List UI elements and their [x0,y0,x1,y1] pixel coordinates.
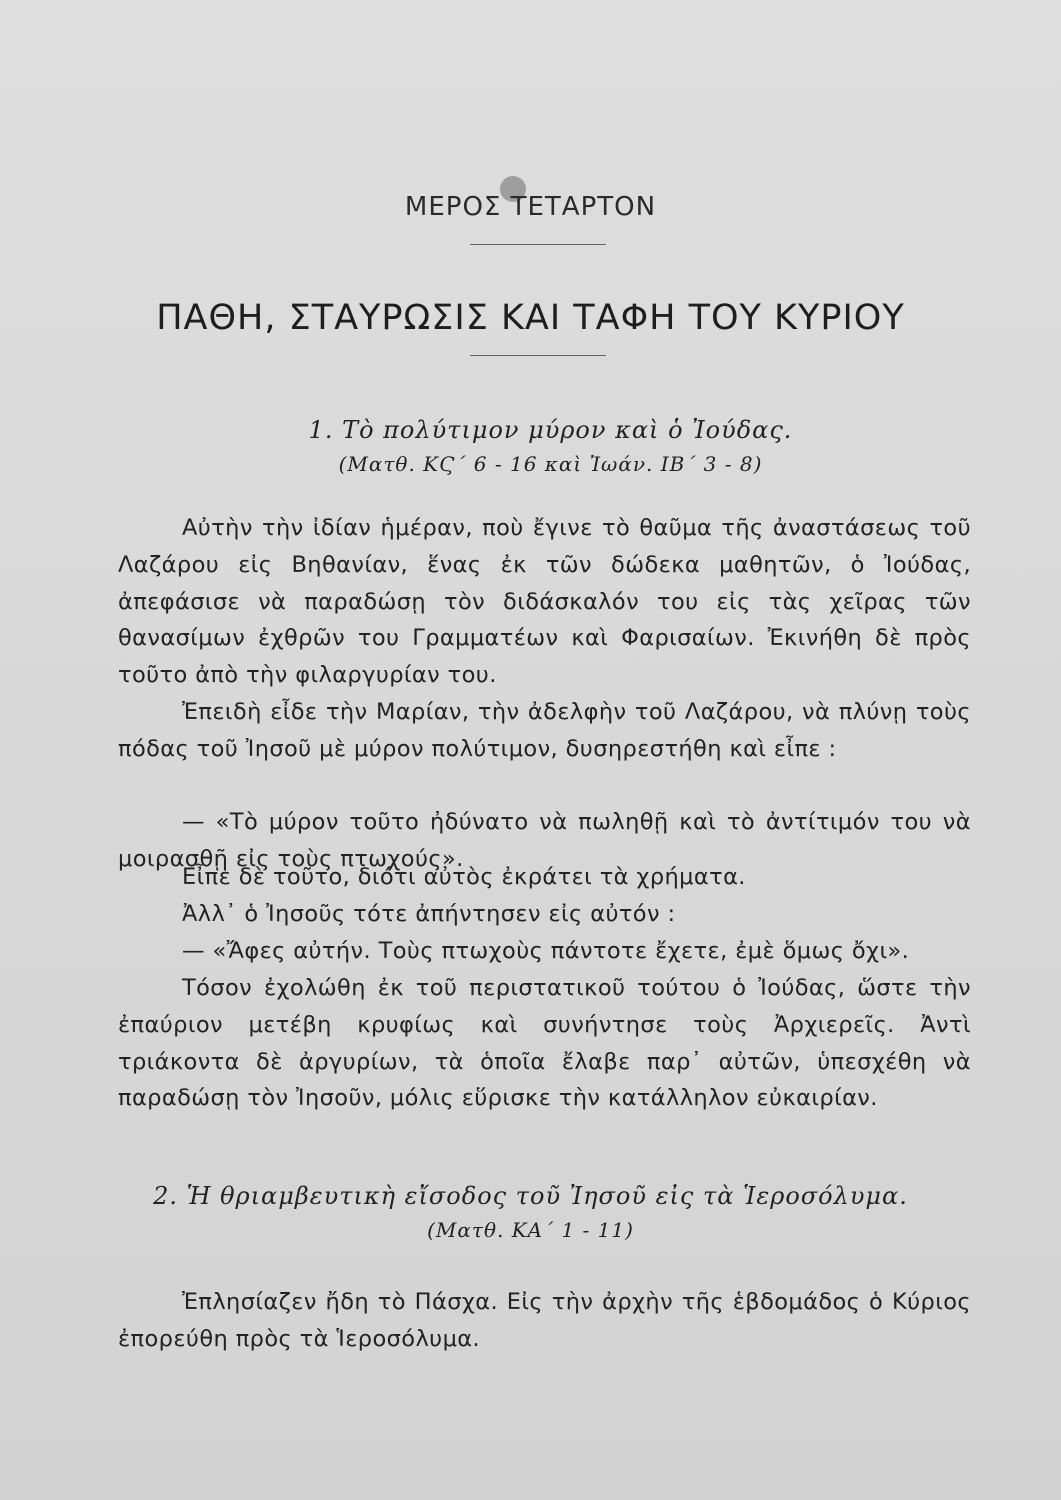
divider-top [470,244,606,245]
divider-bottom [470,355,606,356]
section1-quote-judas: — «Τὸ μύρον τοῦτο ἠδύνατο νὰ πωληθῇ καὶ τὸ ἀντίτιμόν του νὰ μοιρασθῇ εἰς τοὺς πτωχούς». [118,809,971,872]
section2-reference: (Ματθ. ΚΑ΄ 1 - 11) [427,1218,634,1242]
section1-quote-jesus: — «Ἄφες αὐτήν. Τοὺς πτωχοὺς πάντοτε ἔχετε, ἐμὲ ὅμως ὄχι». [182,938,910,964]
section1-paragraph-3: Εἶπε δὲ τοῦτο, διότι αὐτὸς ἐκράτει τὰ χρήματα. [182,864,746,890]
section1-paragraph-4: Ἀλλ᾽ ὁ Ἰησοῦς τότε ἀπήντησεν εἰς αὐτόν : [182,901,676,927]
part-title: ΜΕΡΟΣ ΤΕΤΑΡΤΟΝ [404,192,657,222]
section1-paragraph-2: Ἐπειδὴ εἶδε τὴν Μαρίαν, τὴν ἀδελφὴν τοῦ Λαζάρου, νὰ πλύνῃ τοὺς πόδας τοῦ Ἰησοῦ μὲ μύρον πολύτιμον, δυσηρεστήθη καὶ εἶπε : [118,699,971,762]
section2-heading: 2. Ἡ θριαμβευτικὴ εἴσοδος τοῦ Ἰησοῦ εἰς τὰ Ἱεροσόλυμα. [153,1182,908,1210]
section1-paragraph-5: Τόσον ἐχολώθη ἐκ τοῦ περιστατικοῦ τούτου ὁ Ἰούδας, ὥστε τὴν ἐπαύριον μετέβη κρυφίως καὶ συνήντησε τοὺς Ἀρχιερεῖς. Ἀντὶ τριάκοντα δὲ ἀργυρίων, τὰ ὁποῖα ἔλαβε παρ᾽ αὐτῶν, ὑπεσχέθη νὰ παραδώσῃ τὸν Ἰησοῦν, μόλις εὕρισκε τὴν κατάλληλον εὐκαιρίαν. [118,975,971,1112]
section1-reference: (Ματθ. ΚϚ΄ 6 - 16 καὶ Ἰωάν. ΙΒ΄ 3 - 8) [338,452,763,476]
main-title: ΠΑΘΗ, ΣΤΑΥΡΩΣΙΣ ΚΑΙ ΤΑΦΗ ΤΟΥ ΚΥΡΙΟΥ [156,298,905,338]
section1-heading: 1. Τὸ πολύτιμον μύρον καὶ ὁ Ἰούδας. [308,416,793,444]
section1-paragraph-1: Αὐτὴν τὴν ἰδίαν ἡμέραν, ποὺ ἔγινε τὸ θαῦμα τῆς ἀναστάσεως τοῦ Λαζάρου εἰς Βηθανίαν, ἕνας ἐκ τῶν δώδεκα μαθητῶν, ὁ Ἰούδας, ἀπεφάσισε νὰ παραδώσῃ τὸν διδάσκαλόν του εἰς τὰς χεῖρας τῶν θανασίμων ἐχθρῶν του Γραμματέων καὶ Φαρισαίων. Ἐκινήθη δὲ πρὸς τοῦτο ἀπὸ τὴν φιλαργυρίαν του. [118,515,971,689]
section2-paragraph-1: Ἐπλησίαζεν ἤδη τὸ Πάσχα. Εἰς τὴν ἀρχὴν τῆς ἑβδομάδος ὁ Κύριος ἐπορεύθη πρὸς τὰ Ἱεροσόλυμα. [118,1289,971,1352]
